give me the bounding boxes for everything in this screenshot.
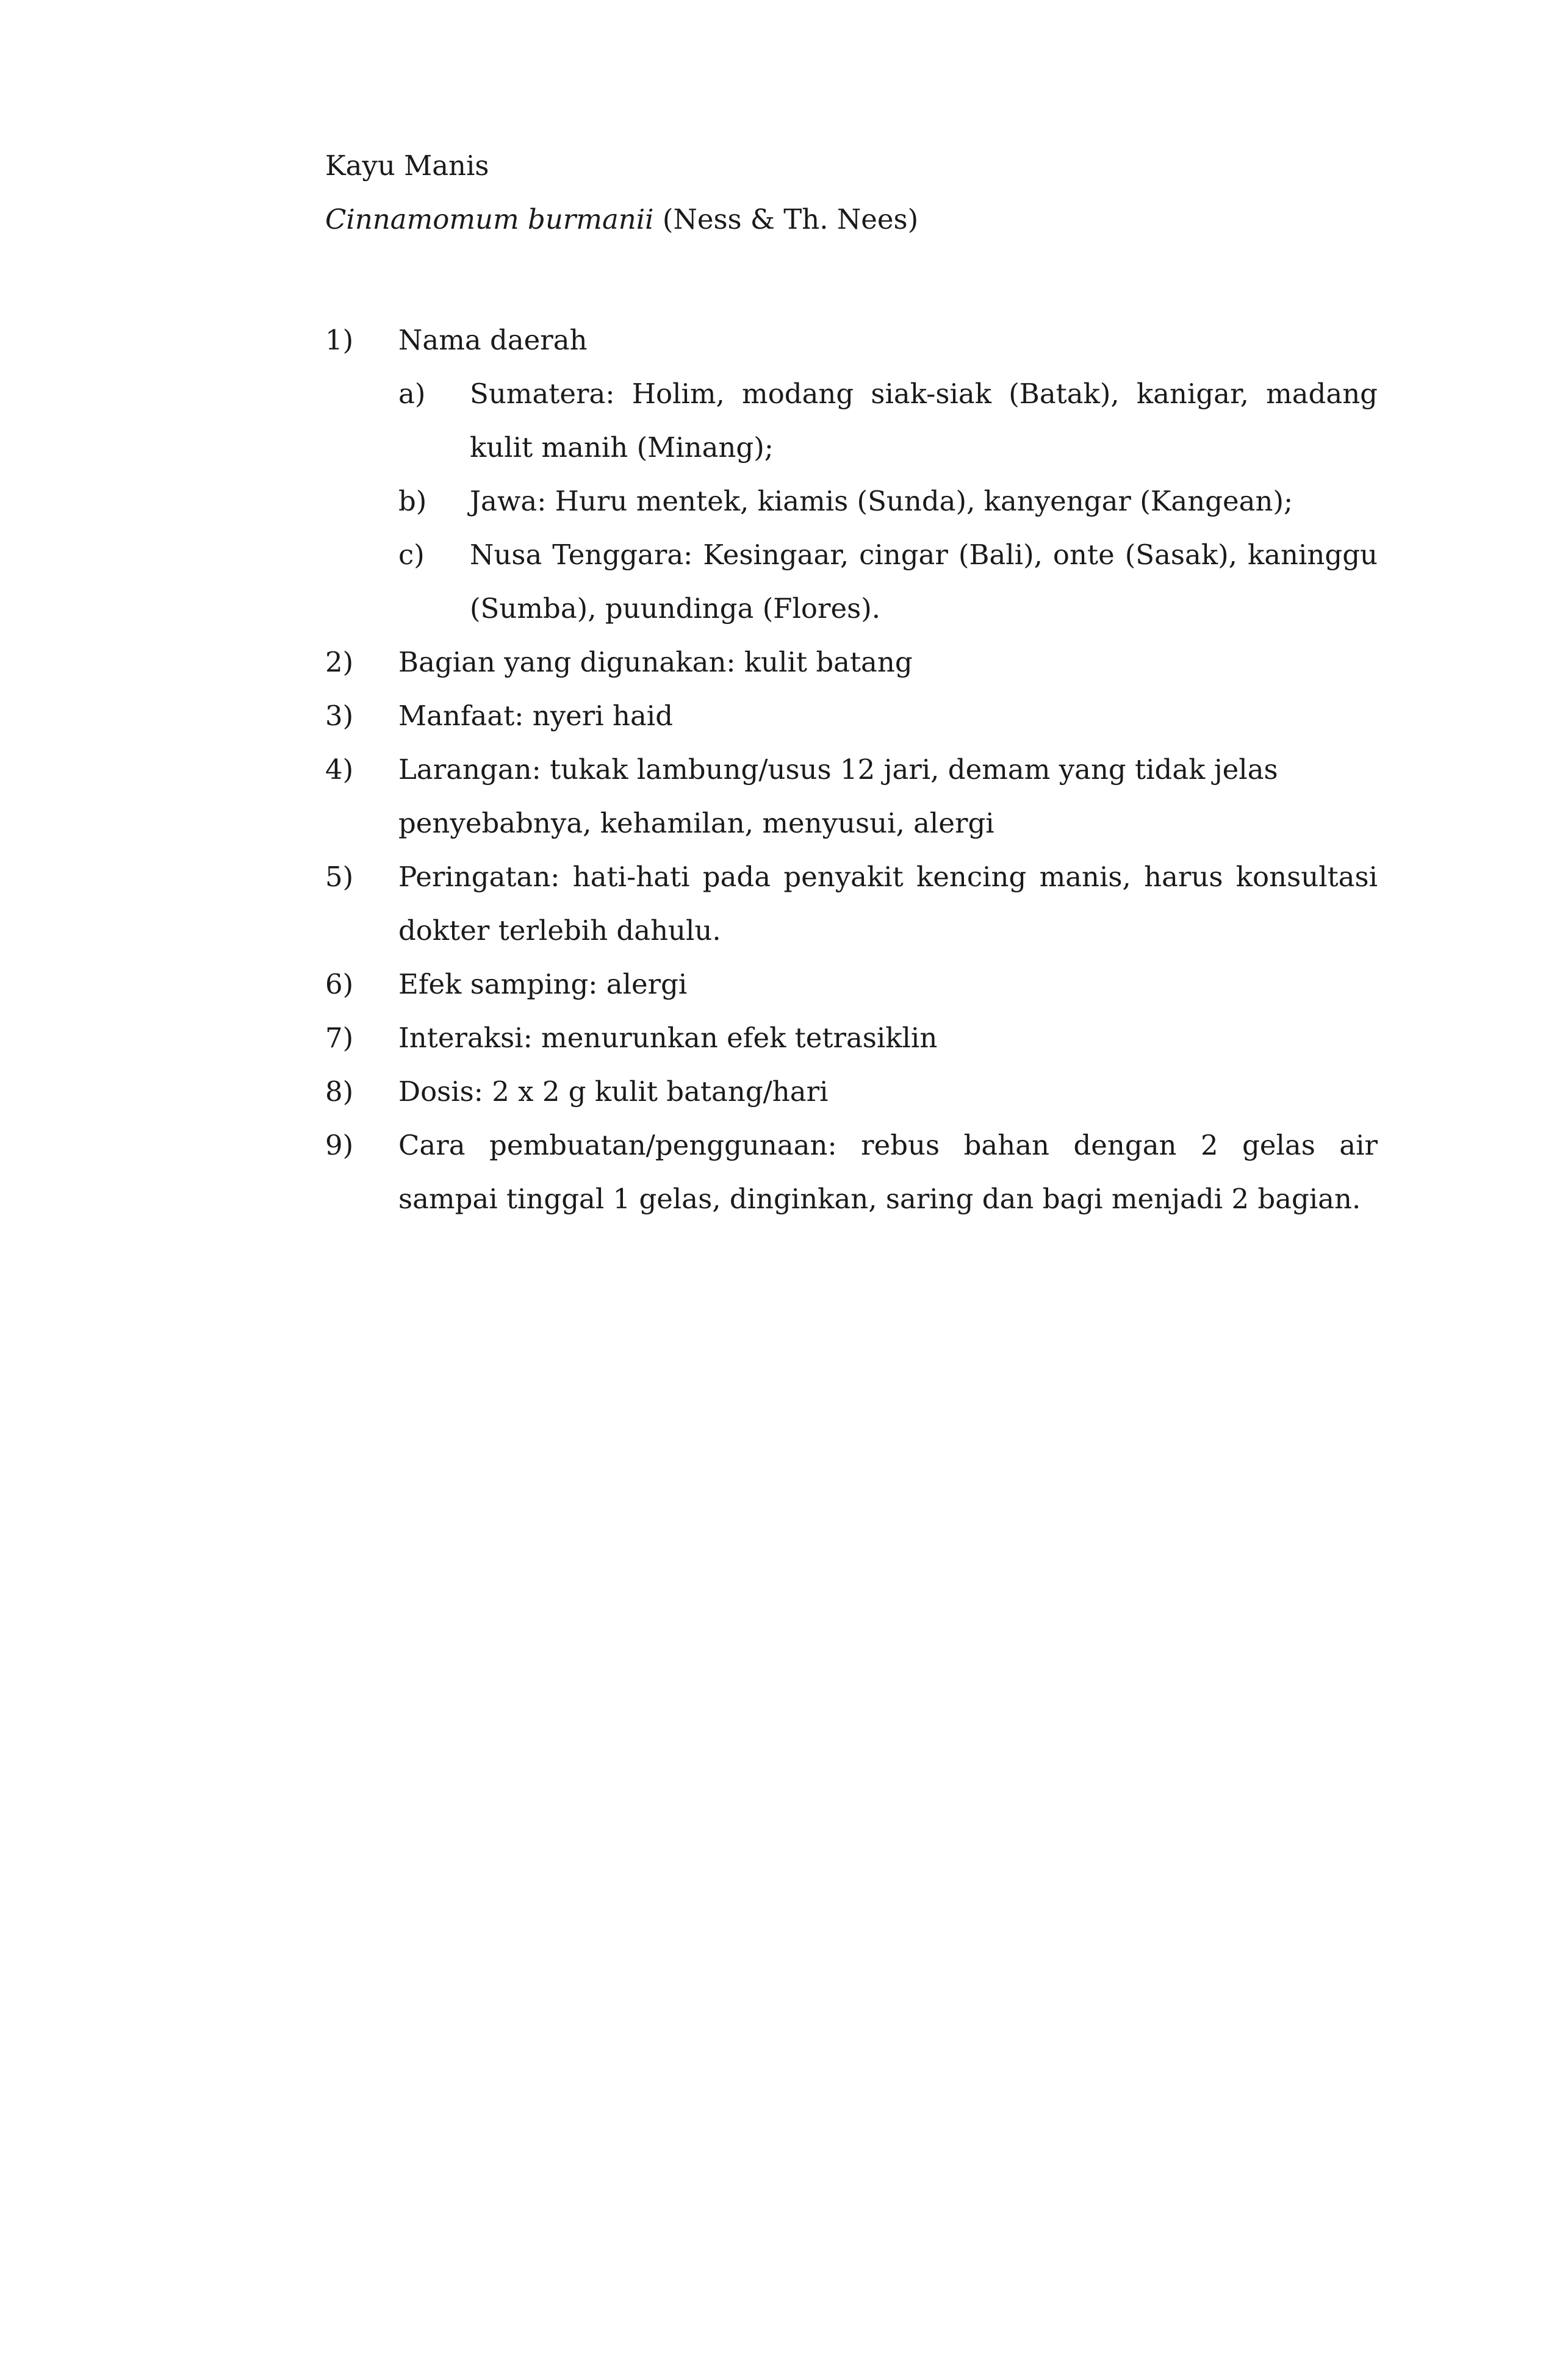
list-item-text: Dosis: 2 x 2 g kulit batang/hari [398,1075,829,1108]
list-item-bagian [325,636,1378,689]
list-number: 8) [325,1075,354,1108]
sublist-item-text: Jawa: Huru mentek, kiamis (Sunda), kanyengar (Kangean); [470,485,1293,517]
document-page [325,139,1378,1226]
sublist-item-jawa [398,475,1378,528]
list-item-text: Cara pembuatan/penggunaan: rebus bahan dengan 2 gelas air sampai tinggal 1 gelas, dinginkan, saring dan bagi menjadi 2 bagian. [398,1129,1378,1215]
list-number: 3) [325,700,354,732]
sublist-letter: b) [398,485,427,517]
sublist-item-nusa-tenggara [398,528,1378,636]
list-item-dosis [325,1065,1378,1119]
list-number: 9) [325,1129,354,1161]
list-item-text: Efek samping: alergi [398,968,688,1000]
list-item-cara-pembuatan [325,1119,1378,1226]
latin-binomial: Cinnamomum burmanii [325,203,654,235]
list-item-text: Peringatan: hati-hati pada penyakit kencing manis, harus konsultasi dokter terlebih dahulu. [398,861,1378,947]
list-item-text: Nama daerah [398,324,588,356]
list-item-larangan [325,743,1378,850]
list-item-text: Larangan: tukak lambung/usus 12 jari, demam yang tidak jelas penyebabnya, kehamilan, menyusui, alergi [398,753,1278,839]
sublist-item-sumatera [398,367,1378,475]
list-number: 6) [325,968,354,1000]
list-item-efek-samping [325,958,1378,1011]
plant-scientific-name [325,193,1378,246]
sublist-letter: a) [398,378,426,410]
list-number: 1) [325,324,354,356]
plant-common-name: Kayu Manis [325,149,489,182]
list-number: 5) [325,861,354,893]
list-item-nama-daerah [325,314,1378,636]
spacer [325,246,1378,314]
list-number: 7) [325,1022,354,1054]
list-number: 4) [325,753,354,786]
list-item-text: Manfaat: nyeri haid [398,700,673,732]
list-item-text: Bagian yang digunakan: kulit batang [398,646,913,678]
list-item-manfaat [325,689,1378,743]
taxonomic-author: (Ness & Th. Nees) [653,203,919,235]
list-number: 2) [325,646,354,678]
list-item-interaksi [325,1011,1378,1065]
list-item-text: Interaksi: menurunkan efek tetrasiklin [398,1022,938,1054]
sublist-item-text: Sumatera: Holim, modang siak-siak (Batak), kanigar, madang kulit manih (Minang); [470,378,1378,464]
sublist-item-text: Nusa Tenggara: Kesingaar, cingar (Bali), onte (Sasak), kaninggu (Sumba), puundinga (Flores). [470,539,1378,625]
list-item-peringatan [325,850,1378,958]
sublist-letter: c) [398,539,425,571]
